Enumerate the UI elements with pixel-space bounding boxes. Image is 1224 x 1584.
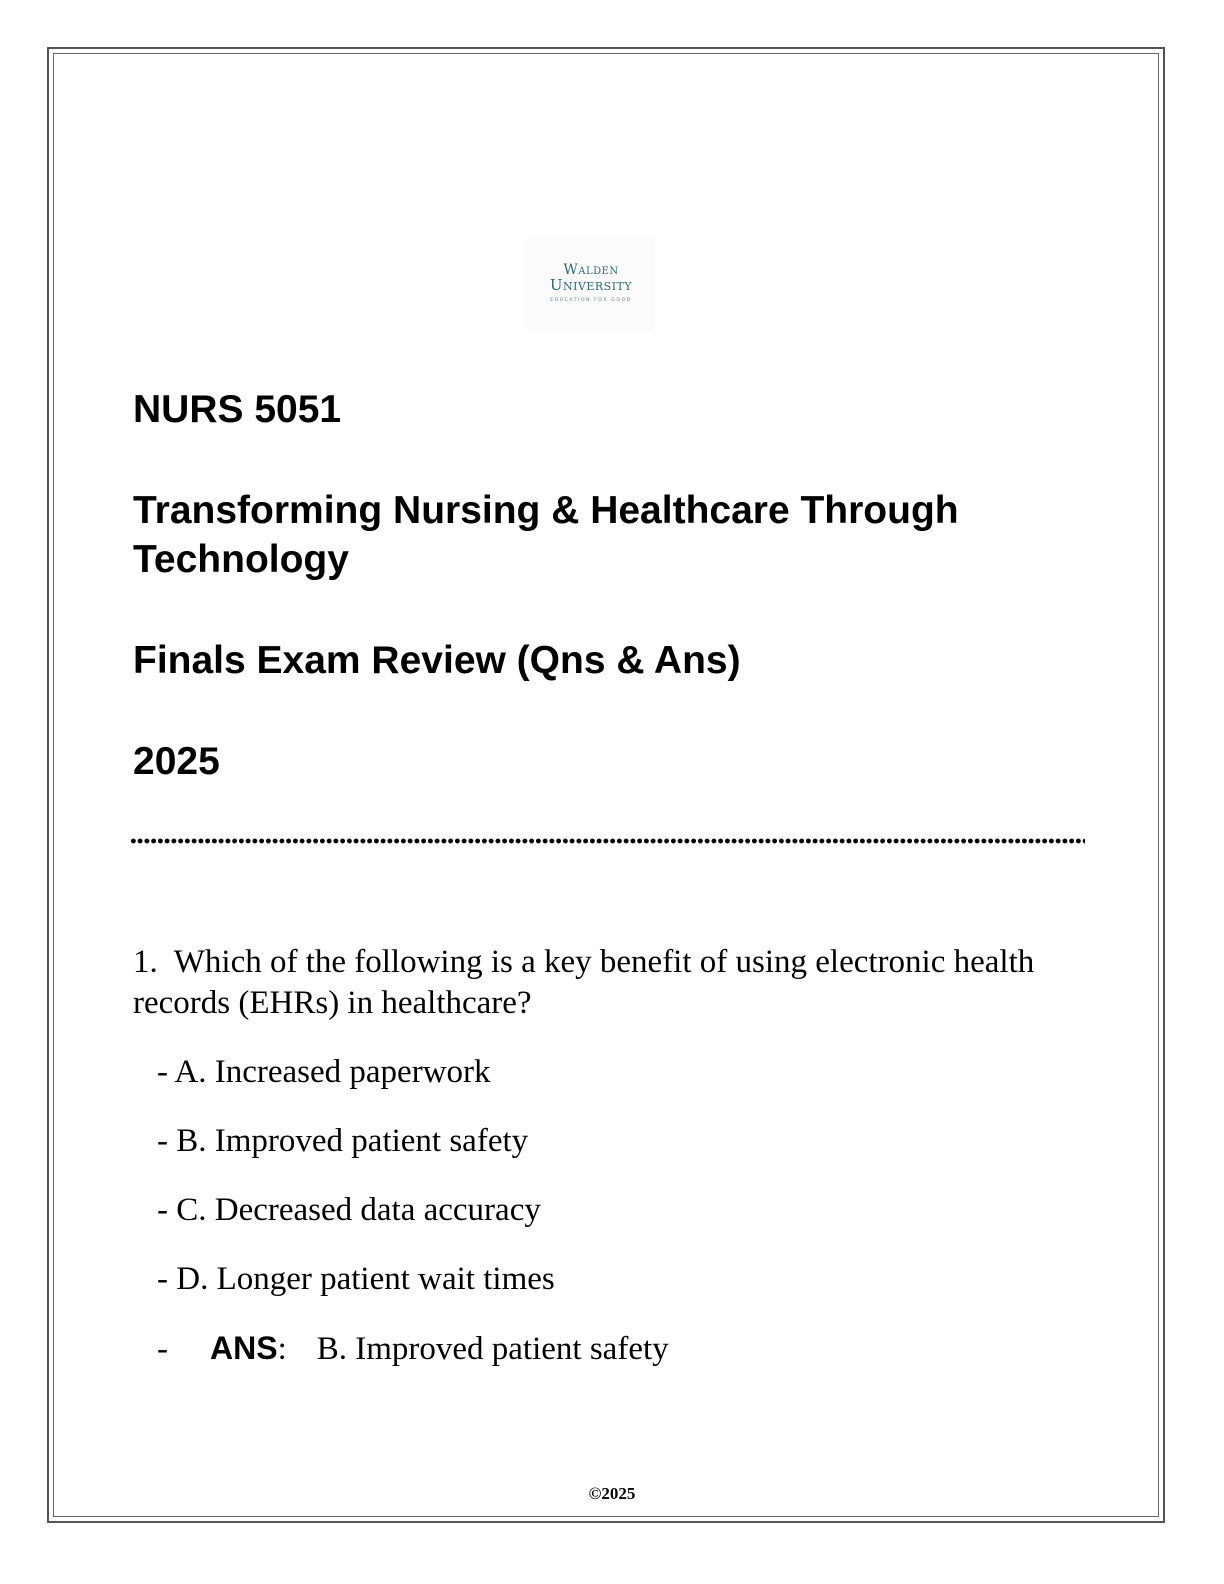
- answer-dash: -: [157, 1331, 168, 1367]
- option-d: - D. Longer patient wait times: [157, 1261, 555, 1297]
- logo-line1: Walden: [563, 262, 619, 278]
- question-number: 1.: [133, 944, 158, 980]
- copyright-footer: ©2025: [588, 1484, 636, 1503]
- course-name-line1: Transforming Nursing & Healthcare Through: [133, 489, 959, 532]
- option-a: - A. Increased paperwork: [157, 1054, 491, 1090]
- course-code: NURS 5051: [133, 388, 342, 431]
- answer-label: ANS: [210, 1330, 278, 1366]
- answer-text: B. Improved patient safety: [316, 1331, 669, 1367]
- exam-subtitle: Finals Exam Review (Qns & Ans): [133, 639, 741, 682]
- exam-year: 2025: [133, 740, 220, 783]
- option-b: - B. Improved patient safety: [157, 1123, 529, 1159]
- logo-line2: University: [549, 276, 633, 294]
- logo-tagline: EDUCATION FOR GOOD: [550, 298, 632, 303]
- answer-row: [157, 1328, 669, 1370]
- walden-university-logo: [527, 235, 655, 331]
- dotted-separator: [130, 838, 1085, 844]
- question-1: [133, 942, 1053, 1024]
- option-c: - C. Decreased data accuracy: [157, 1192, 541, 1228]
- course-name-line2: Technology: [133, 538, 349, 581]
- answer-colon: :: [277, 1331, 287, 1367]
- question-text: Which of the following is a key benefit of using electronic health records (EHRs) in healthcare?: [133, 944, 1035, 1021]
